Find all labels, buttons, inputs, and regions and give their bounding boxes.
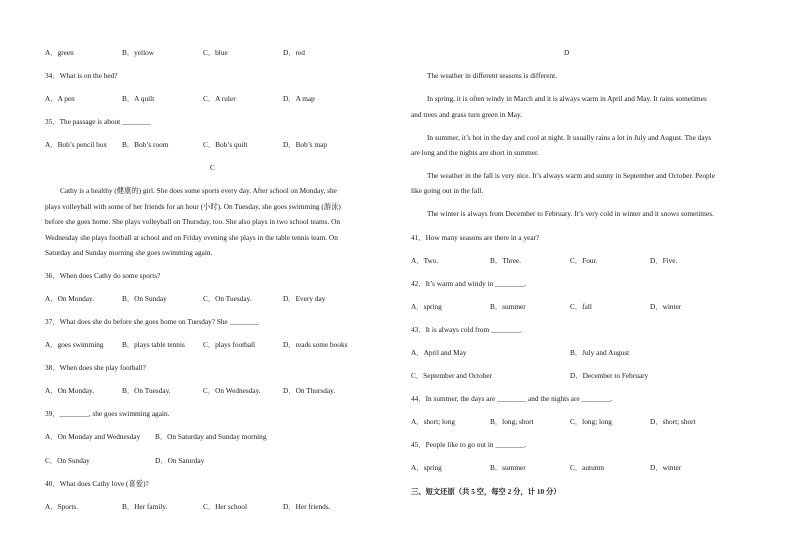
q45-option-d: D．winter bbox=[650, 463, 682, 472]
q43-option-a: A．April and May bbox=[411, 348, 467, 357]
q36-option-a: A．On Monday. bbox=[45, 294, 94, 303]
q40-option-d: D．Her friends. bbox=[283, 502, 331, 511]
passage-c-line: plays volleyball with some of her friends for an hour (小时). On Tuesday, she goes swimming (游泳) bbox=[45, 202, 341, 211]
q40-option-b: B．Her family. bbox=[122, 502, 168, 511]
q38-option-d: D．On Thursday. bbox=[283, 386, 336, 395]
q36-option-b: B．On Sunday bbox=[122, 294, 167, 303]
q42-question: 42．It’s warm and windy in ________. bbox=[411, 279, 527, 288]
q40-option-a: A．Sports. bbox=[45, 502, 79, 511]
q35-question: 35．The passage is about ________ bbox=[45, 117, 152, 126]
q41-option-a: A．Two. bbox=[411, 256, 439, 265]
q35-option-a: A．Bob’s pencil box bbox=[45, 140, 108, 149]
q34-question: 34．What is on the bed? bbox=[45, 71, 118, 80]
q44-option-c: C．long; long bbox=[570, 417, 612, 426]
q42-option-c: C．fall bbox=[570, 302, 592, 311]
q44-option-b: B．long; short bbox=[490, 417, 534, 426]
section-d-heading: D bbox=[564, 48, 570, 57]
q36-option-c: C．On Tuesday. bbox=[203, 294, 252, 303]
q41-option-d: D．Five. bbox=[650, 256, 678, 265]
q37-option-c: C．plays football bbox=[203, 340, 256, 349]
passage-d-line: In summer, it’s hot in the day and cool at night. It usually rains a lot in July and August. The days bbox=[427, 133, 712, 142]
q42-option-b: B．summer bbox=[490, 302, 526, 311]
q34-option-a: A．A pen bbox=[45, 94, 75, 103]
q33-option-b: B．yellow bbox=[122, 48, 155, 57]
q41-option-b: B．Three. bbox=[490, 256, 522, 265]
q45-question: 45．People like to go out in ________. bbox=[411, 440, 527, 449]
q36-question: 36．When does Cathy do some sports? bbox=[45, 271, 161, 280]
q38-question: 38．When does she play football? bbox=[45, 363, 146, 372]
q39-option-b: B．On Saturday and Sunday morning bbox=[155, 432, 267, 441]
passage-d-line: In spring, it is often windy in March and it is always warm in April and May. It rains sometimes bbox=[427, 94, 707, 103]
passage-d-line: The winter is always from December to February. It’s very cold in winter and it snows sometimes. bbox=[427, 209, 714, 218]
q42-option-a: A．spring bbox=[411, 302, 442, 311]
passage-c-line: Cathy is a healthy (健康的) girl. She does some sports every day. After school on Monday, she bbox=[60, 186, 337, 195]
q35-option-d: D．Bob’s map bbox=[283, 140, 327, 149]
q33-option-d: D．red bbox=[283, 48, 305, 57]
q41-question: 41．How many seasons are there in a year? bbox=[411, 233, 540, 242]
q43-option-c: C．September and October bbox=[411, 371, 493, 380]
q39-option-c: C．On Sunday bbox=[45, 456, 90, 465]
q37-question: 37．What does she do before she goes home on Tuesday? She ________ bbox=[45, 317, 259, 326]
q45-option-c: C．autumn bbox=[570, 463, 605, 472]
passage-c-line: Saturday and Sunday morning she goes swimming again. bbox=[45, 248, 213, 257]
passage-d-line: The weather in the fall is very nice. It’s always warm and sunny in September and October. People bbox=[427, 171, 715, 180]
q39-option-d: D．On Saturday bbox=[155, 456, 205, 465]
q43-option-d: D．December to February bbox=[570, 371, 649, 380]
section-c-heading: C bbox=[210, 163, 215, 172]
q39-option-a: A．On Monday and Wednesday bbox=[45, 432, 141, 441]
q34-option-c: C．A ruler bbox=[203, 94, 236, 103]
q45-option-b: B．summer bbox=[490, 463, 526, 472]
passage-d-line: are long and the nights are short in summer. bbox=[411, 148, 539, 157]
passage-d-line: and trees and grass turn green in May. bbox=[411, 110, 522, 119]
passage-d-line: The weather in different seasons is different. bbox=[427, 71, 558, 80]
q33-option-a: A．green bbox=[45, 48, 74, 57]
q33-option-c: C．blue bbox=[203, 48, 228, 57]
q37-option-a: A．goes swimming bbox=[45, 340, 104, 349]
q34-option-b: B．A quilt bbox=[122, 94, 155, 103]
q37-option-d: D．reads some books bbox=[283, 340, 348, 349]
q37-option-b: B．plays table tennis bbox=[122, 340, 185, 349]
q38-option-b: B．On Tuesday. bbox=[122, 386, 171, 395]
section-3-heading: 三、短文还原（共 5 空，每空 2 分，计 10 分） bbox=[411, 487, 561, 496]
passage-d-line: like going out in the fall. bbox=[411, 186, 484, 195]
q38-option-c: C．On Wednesday. bbox=[203, 386, 261, 395]
q44-option-a: A．short; long bbox=[411, 417, 455, 426]
passage-c-line: Wednesday she plays football at school and on Friday evening she plays in the table tennis team. On bbox=[45, 233, 338, 242]
q39-question: 39．________, she goes swimming again. bbox=[45, 409, 170, 418]
q34-option-d: D．A map bbox=[283, 94, 315, 103]
q40-option-c: C．Her school bbox=[203, 502, 247, 511]
q45-option-a: A．spring bbox=[411, 463, 442, 472]
q42-option-d: D．winter bbox=[650, 302, 682, 311]
q36-option-d: D．Every day bbox=[283, 294, 326, 303]
q35-option-b: B．Bob’s room bbox=[122, 140, 169, 149]
passage-c-line: before she goes home. She plays volleyball on Thursday, too. She also plays in two school teams. On bbox=[45, 217, 341, 226]
q38-option-a: A．On Monday. bbox=[45, 386, 94, 395]
q44-question: 44．In summer, the days are ________ and the nights are ________. bbox=[411, 394, 613, 403]
q44-option-d: D．short; short bbox=[650, 417, 696, 426]
q43-option-b: B．July and August bbox=[570, 348, 630, 357]
q41-option-c: C．Four. bbox=[570, 256, 598, 265]
q35-option-c: C．Bob’s quilt bbox=[203, 140, 248, 149]
q43-question: 43．It is always cold from ________. bbox=[411, 325, 523, 334]
q40-question: 40．What does Cathy love (喜爱)? bbox=[45, 479, 149, 488]
